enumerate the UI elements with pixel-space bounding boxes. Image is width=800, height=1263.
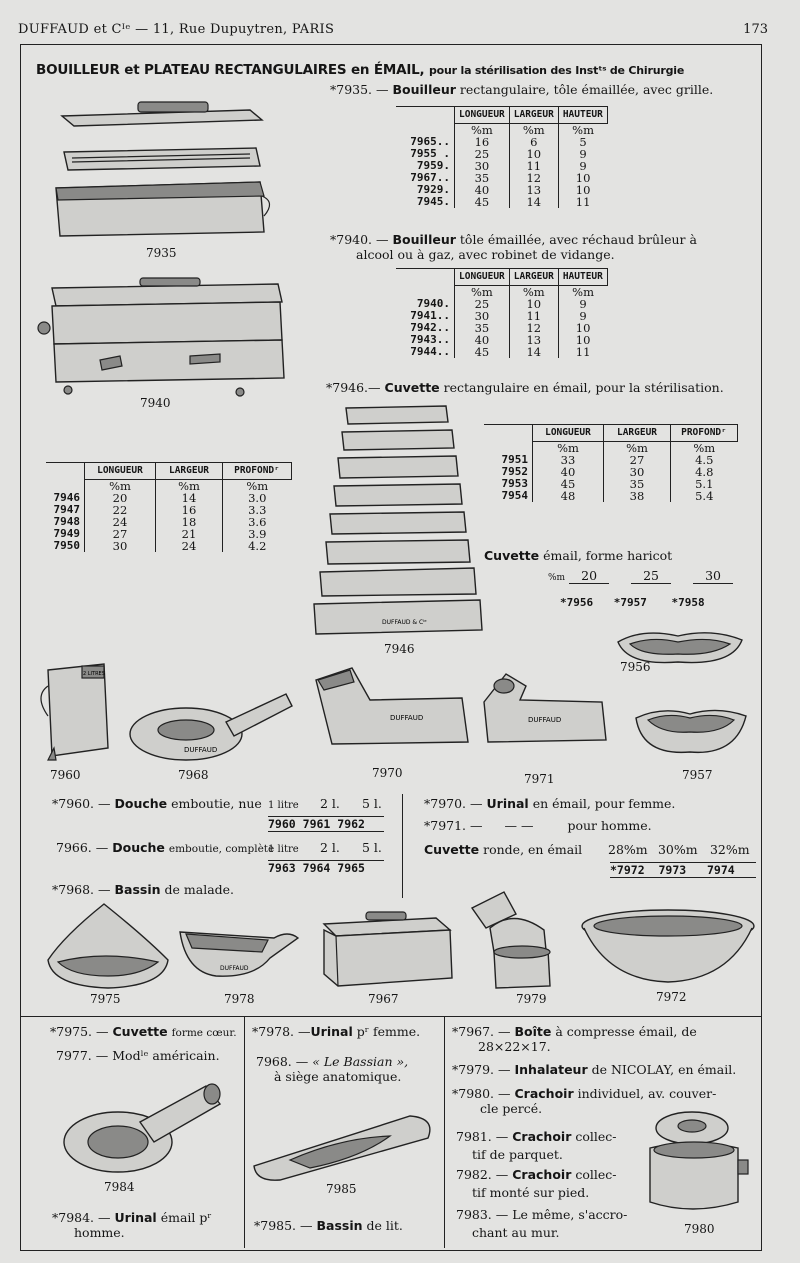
douche-can-illustration [34,656,118,766]
caption-7985: 7985 [326,1182,357,1196]
urinal-7970-line: *7970. — Urinal en émail, pour femme. [424,796,676,811]
cuvette-ronde-sizes: 28%m 30%m 32%m [608,842,750,857]
urinal-7971-line: *7971. — — — pour homme. [424,818,652,833]
douche-7966-refs: 7963 7964 7965 [268,860,384,875]
table-row: 7954 48 38 5.4 [484,490,738,502]
caption-7970: 7970 [372,766,403,780]
svg-text:DUFFAUD: DUFFAUD [220,965,249,972]
table-row: 7944.. 45 14 11 [396,346,607,358]
caption-7979: 7979 [516,992,547,1006]
table-7946: LONGUEUR LARGEUR PROFONDʳ %m %m %m 7946 20 14 3.0 7947 22 16 3.3 7948 24 18 3.6 7949 27 21 3.9 7950 30 24 4.2 [46,462,292,552]
svg-text:DUFFAUD: DUFFAUD [184,746,218,754]
crachoir-7981-line: 7981. — Crachoir collec- tif de parquet. [456,1129,617,1162]
title-sub: pour la stérilisation des Instᵗˢ de Chirurgie [428,64,685,77]
caption-7967: 7967 [368,992,399,1006]
table-row: 7967.. 35 12 10 [396,172,607,184]
caption-7975: 7975 [90,992,121,1006]
cuvette-7977-line: 7977. — Modˡᵉ américain. [56,1048,220,1063]
caption-7968: 7968 [178,768,209,782]
caption-7978: 7978 [224,992,255,1006]
inhalateur-7979-line: *7979. — Inhalateur de NICOLAY, en émail. [452,1062,737,1077]
table-row: 7943.. 40 13 10 [396,334,607,346]
caption-7935: 7935 [146,246,177,260]
table-row: 7942.. 35 12 10 [396,322,607,334]
page-title [36,62,684,78]
table-row: 7950 30 24 4.2 [46,540,292,552]
bassin-7985-line: *7985. — Bassin de lit. [254,1218,403,1233]
bassin-7968-line: *7968. — Bassin de malade. [52,882,235,897]
haricot-7957-illustration [632,704,750,760]
haricot-refs: *7956 *7957 *7958 [560,596,705,609]
svg-text:DUFFAUD: DUFFAUD [390,714,424,722]
douche-7966-line: 7966. — Douche emboutie, complète [56,840,275,855]
cuvette-7975-line: *7975. — Cuvette forme cœur. [50,1024,237,1039]
cuvette-ronde-7972-illustration [578,906,758,986]
crachoir-7982-line: 7982. — Crachoir collec- tif monté sur pied. [456,1167,617,1200]
caption-7972: 7972 [656,990,687,1004]
table-7951: LONGUEUR LARGEUR PROFONDʳ %m %m %m 7951 33 27 4.5 7952 40 30 4.8 7953 45 35 5.1 7954 48 38 5.4 [484,424,738,502]
table-7935: LONGUEUR LARGEUR HAUTEUR %m %m %m 7965.. 16 6 5 7955 . 25 10 9 7959. 30 11 9 7967.. 35 12 10 7929. 40 13 10 7945. 45 14 11 [396,106,608,208]
cuvette-coeur-7975-illustration [44,900,172,992]
douche-7960-line: *7960. — Douche emboutie, nue [52,796,262,811]
title-main: BOUILLEUR et PLATEAU RECTANGULAIRES en ÉMAIL, [36,62,425,78]
douche-7966-vols: 1 litre 2 l. 5 l. [268,840,382,855]
haricot-sizes: %m 20 25 30 [548,568,748,584]
table-row: 7941.. 30 11 9 [396,310,607,322]
item-7946: *7946.— Cuvette rectangulaire en émail, pour la stérilisation. [326,380,724,395]
table-row: 7959. 30 11 9 [396,160,607,172]
table-row: 7965.. 16 6 5 [396,136,607,148]
bassin-7985-illustration [250,1108,440,1184]
caption-7984: 7984 [104,1180,135,1194]
bouilleur-7935-illustration [50,96,282,246]
caption-7980: 7980 [684,1222,715,1236]
bottom-col-divider-1 [244,1016,245,1248]
box-stamp-text: DUFFAUD & Cᴵᵉ [382,619,427,626]
caption-7946: 7946 [384,642,415,656]
caption-7940: 7940 [140,396,171,410]
bottom-col-divider-2 [444,1016,445,1248]
bassin-7968-illustration [126,686,296,766]
urinal-7984-illustration [60,1082,224,1182]
page-header: DUFFAUD et Cᴵᵉ — 11, Rue Dupuytren, PARIS [18,22,335,37]
column-divider [402,794,403,898]
boite-7967-line: *7967. — Boîte à compresse émail, de 28×22×17. [452,1024,697,1054]
cuvette-ronde-refs: *7972 7973 7974 [610,862,756,878]
table-row: 7952 40 30 4.8 [484,466,738,478]
caption-7957: 7957 [682,768,713,782]
crachoir-7983-line: 7983. — Le même, s'accro- chant au mur. [456,1207,628,1240]
urinal-7978-line: *7978. —Urinal pʳ femme. [252,1024,421,1039]
can-label-text: 2 LITRES [83,671,105,677]
table-row: 7955 . 25 10 9 [396,148,607,160]
crachoir-7980-line: *7980. — Crachoir individuel, av. couver- cle percé. [452,1086,717,1116]
item-7940: *7940. — Bouilleur tôle émaillée, avec réchaud brûleur à alcool ou à gaz, avec robinet de vidange. [330,232,697,262]
caption-7960: 7960 [50,768,81,782]
cuvette-ronde-line: Cuvette ronde, en émail [424,842,583,857]
table-row: 7940. 25 10 9 [396,298,607,310]
item-7935: *7935. — Bouilleur rectangulaire, tôle émaillée, avec grille. [330,82,714,97]
bassin-7968b-line: 7968. — « Le Bassian », à siège anatomique. [256,1054,409,1084]
table-row: 7929. 40 13 10 [396,184,607,196]
bouilleur-7940-illustration [30,276,300,404]
caption-7971: 7971 [524,772,555,786]
table-row: 7949 27 21 3.9 [46,528,292,540]
urinal-7984-line: *7984. — Urinal émail pʳ homme. [52,1210,212,1240]
table-7940: LONGUEUR LARGEUR HAUTEUR %m %m %m 7940. 25 10 9 7941.. 30 11 9 7942.. 35 12 10 7943.. 40 13 10 7944.. 45 14 11 [396,268,608,358]
table-row: 7948 24 18 3.6 [46,516,292,528]
boite-7967-illustration [316,908,456,990]
table-row: 7951 33 27 4.5 [484,454,738,466]
haricot-line: Cuvette émail, forme haricot [484,548,673,563]
urinal-7978-illustration [176,918,302,984]
svg-text:DUFFAUD: DUFFAUD [528,716,562,724]
table-row: 7947 22 16 3.3 [46,504,292,516]
bottom-divider [20,1016,762,1017]
caption-7956: 7956 [620,660,651,674]
douche-7960-vols: 1 litre 2 l. 5 l. [268,796,382,811]
crachoir-7980-illustration [642,1104,752,1222]
table-row: 7945. 45 14 11 [396,196,607,208]
urinal-7971-illustration [476,668,610,748]
cuvette-stack-illustration [312,404,484,640]
douche-7960-refs: 7960 7961 7962 [268,816,384,832]
page-number: 173 [743,22,768,37]
table-row: 7946 20 14 3.0 [46,492,292,504]
table-row: 7953 45 35 5.1 [484,478,738,490]
inhalateur-7979-illustration [464,888,574,992]
urinal-7970-illustration [312,664,472,750]
